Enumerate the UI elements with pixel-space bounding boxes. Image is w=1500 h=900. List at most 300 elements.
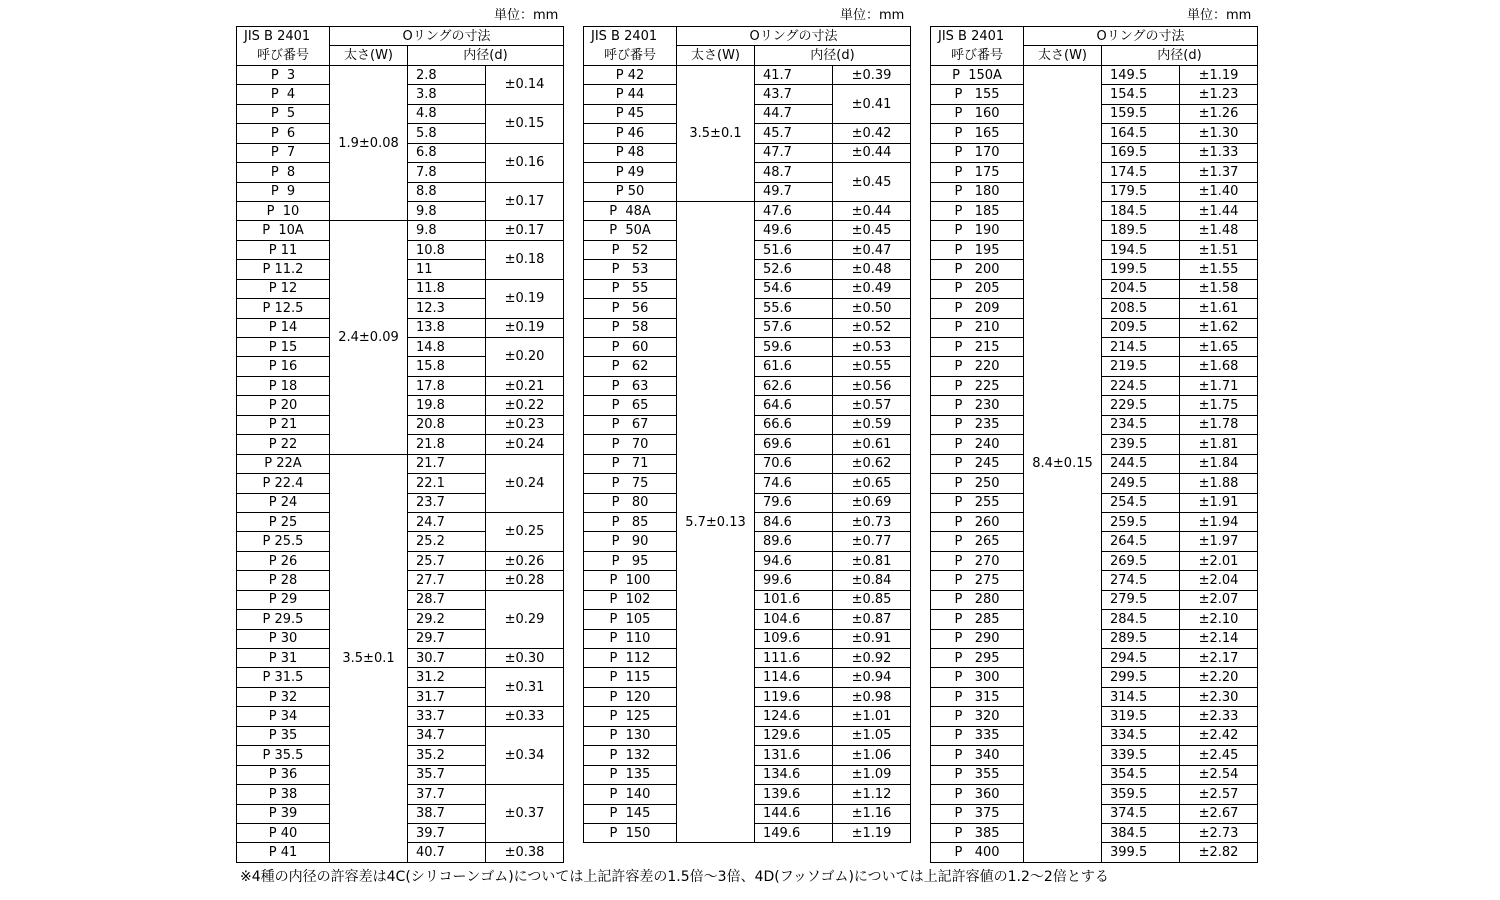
- thickness-header: 太さ(W): [1024, 46, 1102, 65]
- tolerance-cell: ±1.55: [1180, 260, 1258, 279]
- call-number-cell: P 230: [931, 396, 1024, 415]
- inner-dia-cell: 9.8: [408, 201, 486, 220]
- call-number-header: 呼び番号: [584, 46, 677, 65]
- tolerance-cell: ±0.14: [486, 65, 564, 104]
- call-number-cell: P 360: [931, 785, 1024, 804]
- inner-dia-cell: 20.8: [408, 415, 486, 434]
- inner-dia-cell: 57.6: [755, 318, 833, 337]
- thickness-cell: 8.4±0.15: [1024, 65, 1102, 862]
- tolerance-cell: ±1.19: [1180, 65, 1258, 84]
- thickness-cell: 3.5±0.1: [330, 454, 408, 862]
- inner-dia-cell: 131.6: [755, 746, 833, 765]
- tolerance-cell: ±0.33: [486, 707, 564, 726]
- tolerance-cell: ±0.44: [833, 201, 911, 220]
- tolerance-cell: ±0.21: [486, 376, 564, 395]
- call-number-cell: P 295: [931, 649, 1024, 668]
- inner-dia-cell: 40.7: [408, 843, 486, 862]
- tolerance-cell: ±0.41: [833, 85, 911, 124]
- inner-dia-cell: 149.6: [755, 823, 833, 842]
- thickness-cell: 5.7±0.13: [677, 201, 755, 842]
- inner-dia-cell: 359.5: [1102, 785, 1180, 804]
- call-number-cell: P 22: [237, 435, 330, 454]
- call-number-cell: P 250: [931, 474, 1024, 493]
- tolerance-cell: ±0.19: [486, 279, 564, 318]
- call-number-cell: P 190: [931, 221, 1024, 240]
- tolerance-cell: ±0.56: [833, 376, 911, 395]
- tolerance-cell: ±0.45: [833, 163, 911, 202]
- tolerance-cell: ±0.62: [833, 454, 911, 473]
- inner-dia-cell: 134.6: [755, 765, 833, 784]
- inner-dia-cell: 244.5: [1102, 454, 1180, 473]
- tolerance-cell: ±2.30: [1180, 687, 1258, 706]
- call-number-cell: P 125: [584, 707, 677, 726]
- inner-dia-cell: 12.3: [408, 299, 486, 318]
- inner-dia-cell: 144.6: [755, 804, 833, 823]
- call-number-cell: P 62: [584, 357, 677, 376]
- standard-header: JIS B 2401: [237, 27, 330, 46]
- tolerance-cell: ±0.15: [486, 104, 564, 143]
- inner-dia-cell: 21.8: [408, 435, 486, 454]
- inner-dia-cell: 94.6: [755, 551, 833, 570]
- tolerance-cell: ±2.14: [1180, 629, 1258, 648]
- table-row: [237, 221, 564, 240]
- tolerance-cell: ±0.30: [486, 649, 564, 668]
- tolerance-cell: ±1.12: [833, 785, 911, 804]
- inner-dia-cell: 314.5: [1102, 687, 1180, 706]
- inner-dia-cell: 51.6: [755, 240, 833, 259]
- call-number-header: 呼び番号: [931, 46, 1024, 65]
- inner-dia-cell: 66.6: [755, 415, 833, 434]
- inner-dia-cell: 47.7: [755, 143, 833, 162]
- inner-dia-cell: 70.6: [755, 454, 833, 473]
- tolerance-cell: ±1.94: [1180, 512, 1258, 531]
- inner-dia-cell: 25.2: [408, 532, 486, 551]
- thickness-header: 太さ(W): [677, 46, 755, 65]
- call-number-header: 呼び番号: [237, 46, 330, 65]
- inner-dia-cell: 319.5: [1102, 707, 1180, 726]
- inner-dia-cell: 8.8: [408, 182, 486, 201]
- tolerance-cell: ±1.16: [833, 804, 911, 823]
- call-number-cell: P 130: [584, 726, 677, 745]
- tolerance-cell: ±0.84: [833, 571, 911, 590]
- call-number-cell: P 60: [584, 338, 677, 357]
- header-row-2: [237, 46, 564, 65]
- tolerance-cell: ±0.87: [833, 610, 911, 629]
- tolerance-cell: ±1.88: [1180, 474, 1258, 493]
- call-number-cell: P 8: [237, 163, 330, 182]
- unit-label-1: 単位：mm: [494, 8, 559, 23]
- tolerance-cell: ±1.51: [1180, 240, 1258, 259]
- tolerance-cell: ±2.57: [1180, 785, 1258, 804]
- inner-dia-cell: 23.7: [408, 493, 486, 512]
- tolerance-cell: ±0.69: [833, 493, 911, 512]
- tolerance-cell: ±2.82: [1180, 843, 1258, 862]
- call-number-cell: P 112: [584, 649, 677, 668]
- inner-dia-cell: 13.8: [408, 318, 486, 337]
- standard-header: JIS B 2401: [584, 27, 677, 46]
- tolerance-cell: ±0.52: [833, 318, 911, 337]
- inner-dia-cell: 35.2: [408, 746, 486, 765]
- inner-dia-cell: 22.1: [408, 474, 486, 493]
- tolerance-cell: ±0.45: [833, 221, 911, 240]
- inner-dia-cell: 274.5: [1102, 571, 1180, 590]
- call-number-cell: P 50: [584, 182, 677, 201]
- unit-label-3: 単位：mm: [1187, 8, 1252, 23]
- tolerance-cell: ±0.24: [486, 454, 564, 512]
- call-number-cell: P 180: [931, 182, 1024, 201]
- inner-dia-cell: 39.7: [408, 823, 486, 842]
- inner-dia-cell: 254.5: [1102, 493, 1180, 512]
- call-number-cell: P 6: [237, 124, 330, 143]
- call-number-cell: P 165: [931, 124, 1024, 143]
- tolerance-cell: ±0.91: [833, 629, 911, 648]
- tolerance-cell: ±0.94: [833, 668, 911, 687]
- inner-dia-cell: 31.2: [408, 668, 486, 687]
- inner-dia-cell: 334.5: [1102, 726, 1180, 745]
- inner-dia-cell: 208.5: [1102, 299, 1180, 318]
- thickness-cell: 2.4±0.09: [330, 221, 408, 454]
- call-number-cell: P 35: [237, 726, 330, 745]
- inner-dia-cell: 109.6: [755, 629, 833, 648]
- call-number-cell: P 210: [931, 318, 1024, 337]
- oring-dims-header: Oリングの寸法: [677, 27, 911, 46]
- inner-dia-cell: 6.8: [408, 143, 486, 162]
- call-number-cell: P 67: [584, 415, 677, 434]
- inner-dia-cell: 59.6: [755, 338, 833, 357]
- inner-dia-cell: 89.6: [755, 532, 833, 551]
- tolerance-cell: ±0.73: [833, 512, 911, 531]
- tolerance-cell: ±2.42: [1180, 726, 1258, 745]
- inner-dia-cell: 25.7: [408, 551, 486, 570]
- call-number-cell: P 31.5: [237, 668, 330, 687]
- call-number-cell: P 335: [931, 726, 1024, 745]
- tolerance-cell: ±0.23: [486, 415, 564, 434]
- tolerance-cell: ±1.71: [1180, 376, 1258, 395]
- call-number-cell: P 7: [237, 143, 330, 162]
- call-number-cell: P 115: [584, 668, 677, 687]
- call-number-cell: P 12: [237, 279, 330, 298]
- table-row: [584, 65, 911, 84]
- tolerance-cell: ±0.20: [486, 338, 564, 377]
- call-number-cell: P 340: [931, 746, 1024, 765]
- tolerance-cell: ±1.68: [1180, 357, 1258, 376]
- tolerance-cell: ±0.85: [833, 590, 911, 609]
- inner-dia-cell: 164.5: [1102, 124, 1180, 143]
- tolerance-cell: ±0.37: [486, 785, 564, 843]
- inner-dia-cell: 5.8: [408, 124, 486, 143]
- call-number-cell: P 220: [931, 357, 1024, 376]
- call-number-cell: P 29: [237, 590, 330, 609]
- call-number-cell: P 35.5: [237, 746, 330, 765]
- inner-dia-cell: 62.6: [755, 376, 833, 395]
- inner-dia-cell: 29.2: [408, 610, 486, 629]
- call-number-cell: P 95: [584, 551, 677, 570]
- tolerance-cell: ±0.61: [833, 435, 911, 454]
- call-number-cell: P 110: [584, 629, 677, 648]
- standard-header: JIS B 2401: [931, 27, 1024, 46]
- inner-dia-cell: 249.5: [1102, 474, 1180, 493]
- inner-dia-cell: 69.6: [755, 435, 833, 454]
- call-number-cell: P 45: [584, 104, 677, 123]
- tolerance-cell: ±0.92: [833, 649, 911, 668]
- inner-dia-cell: 41.7: [755, 65, 833, 84]
- call-number-cell: P 400: [931, 843, 1024, 862]
- inner-dia-cell: 159.5: [1102, 104, 1180, 123]
- call-number-cell: P 315: [931, 687, 1024, 706]
- call-number-cell: P 36: [237, 765, 330, 784]
- inner-dia-cell: 239.5: [1102, 435, 1180, 454]
- call-number-cell: P 185: [931, 201, 1024, 220]
- inner-dia-cell: 209.5: [1102, 318, 1180, 337]
- call-number-cell: P 355: [931, 765, 1024, 784]
- call-number-cell: P 195: [931, 240, 1024, 259]
- tolerance-cell: ±2.04: [1180, 571, 1258, 590]
- inner-dia-cell: 14.8: [408, 338, 486, 357]
- tolerance-cell: ±1.58: [1180, 279, 1258, 298]
- inner-dia-cell: 7.8: [408, 163, 486, 182]
- tolerance-cell: ±0.44: [833, 143, 911, 162]
- inner-dia-cell: 199.5: [1102, 260, 1180, 279]
- inner-dia-cell: 184.5: [1102, 201, 1180, 220]
- oring-dims-header: Oリングの寸法: [1024, 27, 1258, 46]
- tolerance-cell: ±0.22: [486, 396, 564, 415]
- inner-dia-cell: 10.8: [408, 240, 486, 259]
- call-number-cell: P 4: [237, 85, 330, 104]
- tolerance-cell: ±0.29: [486, 590, 564, 648]
- table-row: [237, 454, 564, 473]
- inner-dia-cell: 224.5: [1102, 376, 1180, 395]
- call-number-cell: P 150A: [931, 65, 1024, 84]
- inner-dia-cell: 3.8: [408, 85, 486, 104]
- tolerance-cell: ±0.26: [486, 551, 564, 570]
- tolerance-cell: ±0.98: [833, 687, 911, 706]
- tolerance-cell: ±0.25: [486, 512, 564, 551]
- call-number-cell: P 15: [237, 338, 330, 357]
- call-number-cell: P 12.5: [237, 299, 330, 318]
- inner-dia-cell: 189.5: [1102, 221, 1180, 240]
- call-number-cell: P 10A: [237, 221, 330, 240]
- call-number-cell: P 22.4: [237, 474, 330, 493]
- call-number-cell: P 105: [584, 610, 677, 629]
- inner-dia-cell: 339.5: [1102, 746, 1180, 765]
- call-number-cell: P 44: [584, 85, 677, 104]
- call-number-cell: P 5: [237, 104, 330, 123]
- call-number-cell: P 48: [584, 143, 677, 162]
- oring-dims-header: Oリングの寸法: [330, 27, 564, 46]
- inner-dia-cell: 34.7: [408, 726, 486, 745]
- call-number-cell: P 135: [584, 765, 677, 784]
- call-number-cell: P 215: [931, 338, 1024, 357]
- inner-dia-cell: 149.5: [1102, 65, 1180, 84]
- table-row: [931, 65, 1258, 84]
- tolerance-cell: ±1.01: [833, 707, 911, 726]
- call-number-cell: P 22A: [237, 454, 330, 473]
- tolerance-cell: ±0.39: [833, 65, 911, 84]
- call-number-cell: P 150: [584, 823, 677, 842]
- tolerance-cell: ±1.06: [833, 746, 911, 765]
- call-number-cell: P 40: [237, 823, 330, 842]
- tolerance-cell: ±0.55: [833, 357, 911, 376]
- inner-dia-cell: 229.5: [1102, 396, 1180, 415]
- tolerance-cell: ±1.97: [1180, 532, 1258, 551]
- inner-dia-cell: 11.8: [408, 279, 486, 298]
- call-number-cell: P 240: [931, 435, 1024, 454]
- call-number-cell: P 120: [584, 687, 677, 706]
- call-number-cell: P 32: [237, 687, 330, 706]
- inner-dia-header: 内径(d): [408, 46, 564, 65]
- call-number-cell: P 38: [237, 785, 330, 804]
- tolerance-cell: ±1.62: [1180, 318, 1258, 337]
- inner-dia-cell: 55.6: [755, 299, 833, 318]
- tolerance-cell: ±0.59: [833, 415, 911, 434]
- header-row-2: [584, 46, 911, 65]
- tolerance-cell: ±1.26: [1180, 104, 1258, 123]
- call-number-cell: P 175: [931, 163, 1024, 182]
- inner-dia-cell: 64.6: [755, 396, 833, 415]
- tolerance-cell: ±2.07: [1180, 590, 1258, 609]
- call-number-cell: P 225: [931, 376, 1024, 395]
- call-number-cell: P 200: [931, 260, 1024, 279]
- inner-dia-cell: 284.5: [1102, 610, 1180, 629]
- call-number-cell: P 65: [584, 396, 677, 415]
- call-number-cell: P 11.2: [237, 260, 330, 279]
- inner-dia-cell: 4.8: [408, 104, 486, 123]
- inner-dia-cell: 279.5: [1102, 590, 1180, 609]
- call-number-cell: P 30: [237, 629, 330, 648]
- inner-dia-cell: 79.6: [755, 493, 833, 512]
- inner-dia-cell: 139.6: [755, 785, 833, 804]
- inner-dia-cell: 214.5: [1102, 338, 1180, 357]
- tolerance-cell: ±1.23: [1180, 85, 1258, 104]
- call-number-cell: P 52: [584, 240, 677, 259]
- call-number-cell: P 14: [237, 318, 330, 337]
- call-number-cell: P 58: [584, 318, 677, 337]
- call-number-cell: P 80: [584, 493, 677, 512]
- call-number-cell: P 265: [931, 532, 1024, 551]
- call-number-cell: P 55: [584, 279, 677, 298]
- call-number-cell: P 260: [931, 512, 1024, 531]
- inner-dia-cell: 289.5: [1102, 629, 1180, 648]
- tolerance-cell: ±1.84: [1180, 454, 1258, 473]
- call-number-cell: P 21: [237, 415, 330, 434]
- tolerance-cell: ±0.53: [833, 338, 911, 357]
- inner-dia-cell: 129.6: [755, 726, 833, 745]
- tolerance-cell: ±2.33: [1180, 707, 1258, 726]
- call-number-cell: P 155: [931, 85, 1024, 104]
- tolerance-cell: ±0.38: [486, 843, 564, 862]
- tolerance-cell: ±0.42: [833, 124, 911, 143]
- call-number-cell: P 71: [584, 454, 677, 473]
- call-number-cell: P 170: [931, 143, 1024, 162]
- inner-dia-cell: 31.7: [408, 687, 486, 706]
- call-number-cell: P 385: [931, 823, 1024, 842]
- inner-dia-cell: 43.7: [755, 85, 833, 104]
- table-row: [584, 201, 911, 220]
- tolerance-cell: ±0.77: [833, 532, 911, 551]
- inner-dia-cell: 259.5: [1102, 512, 1180, 531]
- inner-dia-cell: 37.7: [408, 785, 486, 804]
- tolerance-cell: ±0.24: [486, 435, 564, 454]
- call-number-cell: P 255: [931, 493, 1024, 512]
- call-number-cell: P 209: [931, 299, 1024, 318]
- tolerance-cell: ±1.09: [833, 765, 911, 784]
- inner-dia-cell: 21.7: [408, 454, 486, 473]
- tolerance-cell: ±1.05: [833, 726, 911, 745]
- tolerance-cell: ±0.48: [833, 260, 911, 279]
- call-number-cell: P 29.5: [237, 610, 330, 629]
- header-row-1: [584, 27, 911, 46]
- call-number-cell: P 375: [931, 804, 1024, 823]
- inner-dia-cell: 111.6: [755, 649, 833, 668]
- call-number-cell: P 160: [931, 104, 1024, 123]
- tolerance-cell: ±0.65: [833, 474, 911, 493]
- call-number-cell: P 275: [931, 571, 1024, 590]
- tolerance-cell: ±1.44: [1180, 201, 1258, 220]
- call-number-cell: P 285: [931, 610, 1024, 629]
- call-number-cell: P 24: [237, 493, 330, 512]
- tolerance-cell: ±0.17: [486, 221, 564, 240]
- inner-dia-cell: 52.6: [755, 260, 833, 279]
- inner-dia-cell: 234.5: [1102, 415, 1180, 434]
- thickness-header: 太さ(W): [330, 46, 408, 65]
- tolerance-cell: ±0.49: [833, 279, 911, 298]
- call-number-cell: P 75: [584, 474, 677, 493]
- inner-dia-cell: 28.7: [408, 590, 486, 609]
- inner-dia-cell: 269.5: [1102, 551, 1180, 570]
- inner-dia-cell: 194.5: [1102, 240, 1180, 259]
- inner-dia-cell: 30.7: [408, 649, 486, 668]
- call-number-cell: P 31: [237, 649, 330, 668]
- call-number-cell: P 41: [237, 843, 330, 862]
- call-number-cell: P 63: [584, 376, 677, 395]
- call-number-cell: P 53: [584, 260, 677, 279]
- inner-dia-cell: 84.6: [755, 512, 833, 531]
- call-number-cell: P 245: [931, 454, 1024, 473]
- inner-dia-cell: 54.6: [755, 279, 833, 298]
- call-number-cell: P 48A: [584, 201, 677, 220]
- footnote: ※4種の内径の許容差は4C(シリコーンゴム)については上記許容差の1.5倍～3倍、4D(フッソゴム)については上記許容値の1.2～2倍とする: [240, 869, 1109, 885]
- call-number-cell: P 18: [237, 376, 330, 395]
- inner-dia-cell: 17.8: [408, 376, 486, 395]
- call-number-cell: P 46: [584, 124, 677, 143]
- inner-dia-cell: 101.6: [755, 590, 833, 609]
- call-number-cell: P 25.5: [237, 532, 330, 551]
- call-number-cell: P 39: [237, 804, 330, 823]
- inner-dia-cell: 354.5: [1102, 765, 1180, 784]
- call-number-cell: P 102: [584, 590, 677, 609]
- inner-dia-cell: 114.6: [755, 668, 833, 687]
- call-number-cell: P 100: [584, 571, 677, 590]
- inner-dia-cell: 219.5: [1102, 357, 1180, 376]
- inner-dia-header: 内径(d): [1102, 46, 1258, 65]
- inner-dia-cell: 11: [408, 260, 486, 279]
- call-number-cell: P 11: [237, 240, 330, 259]
- tolerance-cell: ±2.20: [1180, 668, 1258, 687]
- tolerance-cell: ±0.81: [833, 551, 911, 570]
- call-number-cell: P 70: [584, 435, 677, 454]
- call-number-cell: P 300: [931, 668, 1024, 687]
- tolerance-cell: ±1.19: [833, 823, 911, 842]
- call-number-cell: P 270: [931, 551, 1024, 570]
- tolerance-cell: ±0.16: [486, 143, 564, 182]
- inner-dia-cell: 99.6: [755, 571, 833, 590]
- inner-dia-cell: 35.7: [408, 765, 486, 784]
- call-number-cell: P 10: [237, 201, 330, 220]
- inner-dia-cell: 384.5: [1102, 823, 1180, 842]
- tolerance-cell: ±2.10: [1180, 610, 1258, 629]
- inner-dia-cell: 27.7: [408, 571, 486, 590]
- inner-dia-cell: 38.7: [408, 804, 486, 823]
